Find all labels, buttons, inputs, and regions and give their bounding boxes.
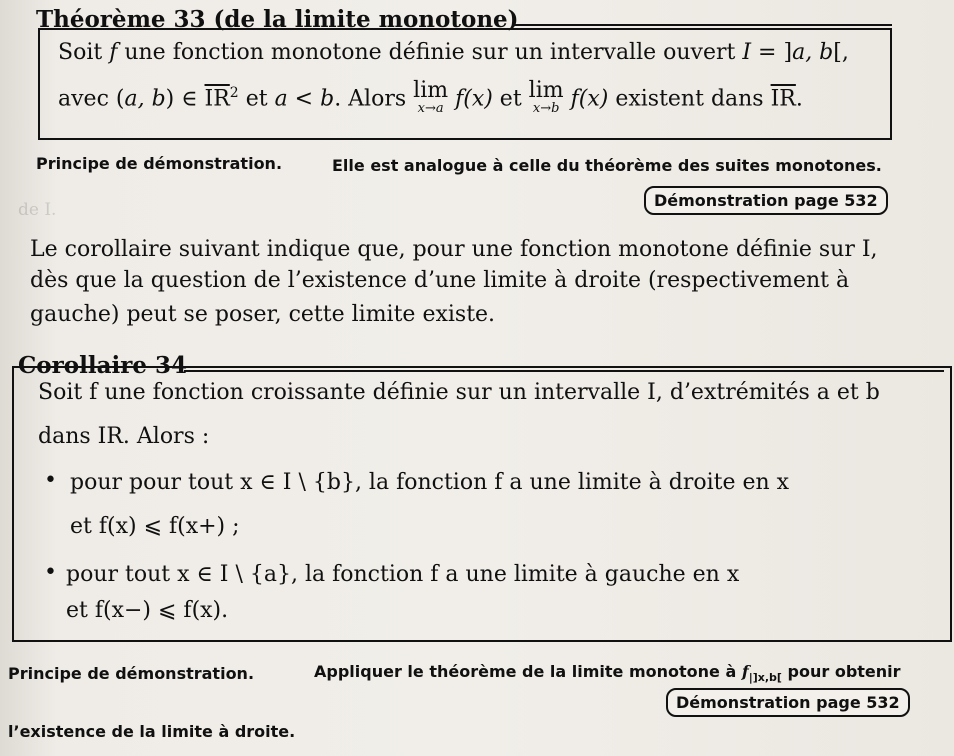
corollary-bullet-2-line-1: pour tout x ∈ I \ {a}, la fonction f a une limite à gauche en x <box>66 562 740 587</box>
principe-label-2: Principe de démonstration. <box>8 664 255 683</box>
bullet-2: • <box>44 560 57 585</box>
corollary-line-1: Soit f une fonction croissante définie sur un intervalle I, d’extrémités a et b <box>38 380 880 405</box>
paragraph-line-1: Le corollaire suivant indique que, pour une fonction monotone définie sur I, <box>30 237 878 262</box>
corollary-bullet-1-line-1: pour pour tout x ∈ I \ {b}, la fonction f a une limite à droite en x <box>70 470 790 495</box>
corollary-title: Corollaire 34 <box>18 352 187 379</box>
theorem-title: Théorème 33 (de la limite monotone) <box>36 6 519 33</box>
theorem-heading-rule <box>512 24 892 26</box>
limit-a: lim x→a <box>413 78 449 116</box>
principe-text-2: Appliquer le théorème de la limite monotone à $f_{|]x,b[}$ pour obtenir <box>314 662 901 685</box>
bleed-through-text: de I. <box>18 200 57 220</box>
demonstration-link-2[interactable]: Démonstration page 532 <box>666 688 910 717</box>
corollary-bullet-2-line-2: et f(x−) ⩽ f(x). <box>66 598 229 623</box>
limit-b: lim x→b <box>528 78 564 116</box>
principe-text-2-line-2: l’existence de la limite à droite. <box>8 722 296 741</box>
theorem-line-2: avec (a, b) ∈ $\overline{IR}^2$ et a < b. Alors lim x→a f(x) et lim x→b f(x) existent dans $\overline{IR}$. <box>58 78 803 116</box>
corollary-bullet-1-line-2: et f(x) ⩽ f(x+) ; <box>70 514 240 539</box>
principe-label-1: Principe de démonstration. <box>36 154 283 173</box>
corollary-line-2: dans IR. Alors : <box>38 424 210 449</box>
paragraph-line-3: gauche) peut se poser, cette limite existe. <box>30 302 496 327</box>
principe-text-1: Elle est analogue à celle du théorème des suites monotones. <box>332 156 882 175</box>
theorem-line-1: Soit f une fonction monotone définie sur un intervalle ouvert I = ]a, b[, <box>58 40 849 65</box>
bullet-1: • <box>44 468 57 493</box>
paragraph-line-2: dès que la question de l’existence d’une limite à droite (respectivement à <box>30 268 850 293</box>
demonstration-link-1[interactable]: Démonstration page 532 <box>644 186 888 215</box>
